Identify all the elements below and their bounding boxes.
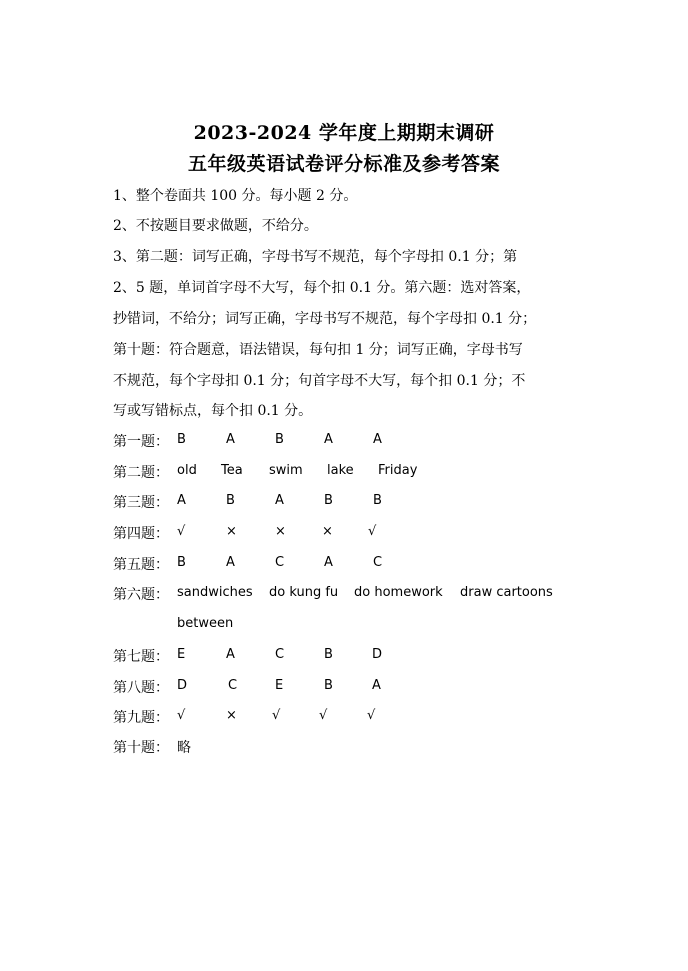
cross-mark-icon: ×: [322, 524, 333, 539]
answer-item: A: [226, 432, 235, 447]
answer-label: 第十题：: [113, 740, 169, 756]
answer-item: B: [226, 493, 235, 508]
rule-line-2: 2、不按题目要求做题，不给分。: [113, 218, 318, 234]
answer-item: E: [275, 678, 284, 693]
answer-item: B: [324, 647, 333, 662]
answer-item: C: [228, 678, 238, 693]
answer-item: swim: [269, 463, 303, 478]
answer-label: 第五题：: [113, 557, 169, 573]
answer-item: A: [177, 493, 186, 508]
answer-label: 第八题：: [113, 680, 169, 696]
answer-item: A: [324, 555, 333, 570]
answer-item: C: [275, 555, 285, 570]
rule-line-8: 写或写错标点，每个扣 0.1 分。: [113, 403, 313, 419]
answer-item: B: [373, 493, 382, 508]
answer-item: between: [177, 616, 234, 631]
answer-item: do kung fu: [269, 585, 339, 600]
rule-line-6: 第十题：符合题意，语法错误，每句扣 1 分；词写正确，字母书写: [113, 342, 523, 358]
answer-item: D: [177, 678, 188, 693]
answer-item: B: [324, 493, 333, 508]
cross-mark-icon: ×: [226, 708, 237, 723]
answer-item: B: [177, 432, 186, 447]
answer-item: old: [177, 463, 197, 478]
answer-item: B: [275, 432, 284, 447]
rule-line-1: 1、整个卷面共 100 分。每小题 2 分。: [113, 188, 358, 204]
answer-item: Tea: [221, 463, 243, 478]
answer-label: 第七题：: [113, 649, 169, 665]
answer-item: 略: [177, 740, 191, 756]
answer-label: 第二题：: [113, 465, 169, 481]
check-mark-icon: √: [319, 708, 328, 723]
document-subtitle: 五年级英语试卷评分标准及参考答案: [187, 153, 500, 175]
answer-item: A: [324, 432, 333, 447]
cross-mark-icon: ×: [226, 524, 237, 539]
check-mark-icon: √: [367, 708, 376, 723]
answer-label: 第六题：: [113, 587, 169, 603]
check-mark-icon: √: [368, 524, 377, 539]
answer-item: A: [275, 493, 284, 508]
answer-label: 第九题：: [113, 710, 169, 726]
answer-item: lake: [327, 463, 354, 478]
answer-item: C: [275, 647, 285, 662]
answer-item: C: [373, 555, 383, 570]
answer-label: 第三题：: [113, 495, 169, 511]
answer-item: B: [324, 678, 333, 693]
document-title: 2023-2024 学年度上期期末调研: [193, 122, 495, 144]
answer-item: D: [372, 647, 383, 662]
rule-line-3: 3、第二题：词写正确，字母书写不规范，每个字母扣 0.1 分；第: [113, 249, 518, 265]
check-mark-icon: √: [177, 524, 186, 539]
answer-item: A: [226, 555, 235, 570]
rule-line-4: 2、5 题，单词首字母不大写，每个扣 0.1 分。第六题：选对答案，: [113, 280, 531, 296]
check-mark-icon: √: [177, 708, 186, 723]
answer-item: draw cartoons: [460, 585, 553, 600]
answer-label: 第四题：: [113, 526, 169, 542]
answer-item: A: [226, 647, 235, 662]
answer-item: E: [177, 647, 186, 662]
rule-line-7: 不规范，每个字母扣 0.1 分；句首字母不大写，每个扣 0.1 分；不: [113, 373, 526, 389]
check-mark-icon: √: [272, 708, 281, 723]
answer-item: do homework: [354, 585, 443, 600]
answer-item: B: [177, 555, 186, 570]
answer-item: sandwiches: [177, 585, 253, 600]
answer-item: Friday: [378, 463, 418, 478]
rule-line-5: 抄错词，不给分；词写正确，字母书写不规范，每个字母扣 0.1 分；: [113, 311, 537, 327]
answer-item: A: [373, 432, 382, 447]
answer-item: A: [372, 678, 381, 693]
answer-label: 第一题：: [113, 434, 169, 450]
cross-mark-icon: ×: [275, 524, 286, 539]
